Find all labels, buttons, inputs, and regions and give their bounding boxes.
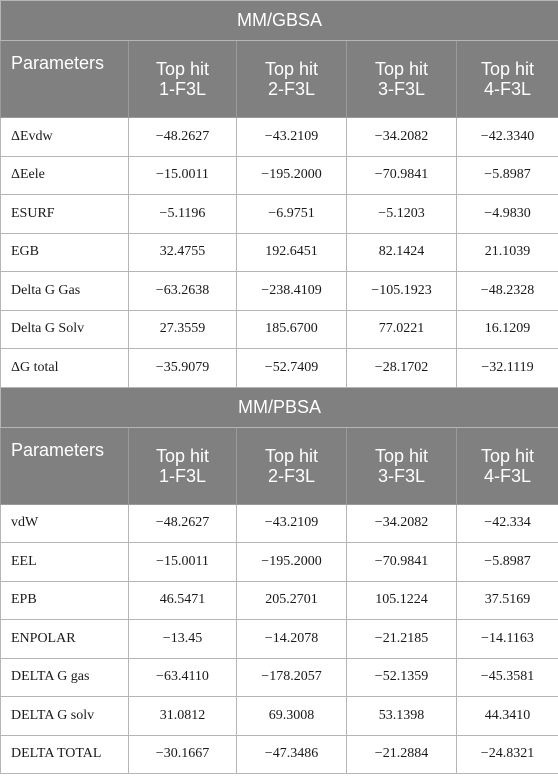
row-parameter: ESURF <box>1 195 129 234</box>
table-row <box>1 272 558 311</box>
table-row <box>1 735 558 774</box>
row-parameter: ΔEvdw <box>1 118 129 157</box>
row-value: −5.8987 <box>457 156 558 195</box>
row-value: −105.1923 <box>347 272 457 311</box>
row-value: 16.1209 <box>457 310 558 349</box>
row-value: 44.3410 <box>457 697 558 736</box>
row-value: −42.334 <box>457 504 558 543</box>
row-parameter: vdW <box>1 504 129 543</box>
header-parameters: Parameters <box>1 427 129 504</box>
row-parameter: EPB <box>1 581 129 620</box>
row-value: −48.2627 <box>129 118 237 157</box>
table-row <box>1 504 558 543</box>
table-row <box>1 118 558 157</box>
row-value: −15.0011 <box>129 156 237 195</box>
row-value: −195.2000 <box>237 543 347 582</box>
header-line-1: Top hit <box>155 59 210 79</box>
row-value: −70.9841 <box>347 156 457 195</box>
row-value: −28.1702 <box>347 349 457 388</box>
row-parameter: ENPOLAR <box>1 620 129 659</box>
row-value: 185.6700 <box>237 310 347 349</box>
row-value: 46.5471 <box>129 581 237 620</box>
row-value: 27.3559 <box>129 310 237 349</box>
row-value: −4.9830 <box>457 195 558 234</box>
header-top-hit <box>129 41 237 118</box>
row-value: −15.0011 <box>129 543 237 582</box>
header-line-2: 4-F3L <box>483 465 532 486</box>
row-value: −52.1359 <box>347 658 457 697</box>
row-parameter: ΔG total <box>1 349 129 388</box>
column-header-row <box>1 41 558 118</box>
header-line-1: Top hit <box>374 59 429 79</box>
header-line-2: 2-F3L <box>267 79 316 99</box>
row-value: 32.4755 <box>129 233 237 272</box>
row-parameter: EEL <box>1 543 129 582</box>
row-value: −42.3340 <box>457 118 558 157</box>
section-title: MM/PBSA <box>1 387 558 427</box>
table-row <box>1 543 558 582</box>
row-value: −21.2185 <box>347 620 457 659</box>
row-value: −48.2328 <box>457 272 558 311</box>
column-header-row <box>1 427 558 504</box>
row-value: −30.1667 <box>129 735 237 774</box>
table-row <box>1 581 558 620</box>
row-parameter: DELTA G solv <box>1 697 129 736</box>
row-value: −47.3486 <box>237 735 347 774</box>
row-value: −21.2884 <box>347 735 457 774</box>
row-value: −178.2057 <box>237 658 347 697</box>
table-row <box>1 233 558 272</box>
header-line-2: 3-F3L <box>377 465 426 486</box>
header-line-1: Top hit <box>480 59 535 79</box>
header-parameters: Parameters <box>1 41 129 118</box>
header-line-1: Top hit <box>155 445 210 466</box>
row-value: −5.1196 <box>129 195 237 234</box>
row-value: −14.1163 <box>457 620 558 659</box>
row-value: −43.2109 <box>237 118 347 157</box>
header-top-hit <box>347 41 457 118</box>
row-value: 82.1424 <box>347 233 457 272</box>
header-top-hit <box>129 427 237 504</box>
row-value: −48.2627 <box>129 504 237 543</box>
row-value: −45.3581 <box>457 658 558 697</box>
header-line-2: 2-F3L <box>267 465 316 486</box>
row-value: −14.2078 <box>237 620 347 659</box>
row-parameter: EGB <box>1 233 129 272</box>
header-top-hit <box>237 427 347 504</box>
row-value: −35.9079 <box>129 349 237 388</box>
header-line-1: Top hit <box>264 59 319 79</box>
row-value: 77.0221 <box>347 310 457 349</box>
row-value: −5.1203 <box>347 195 457 234</box>
table-row <box>1 349 558 388</box>
row-value: −34.2082 <box>347 118 457 157</box>
table-row <box>1 658 558 697</box>
section-title: MM/GBSA <box>1 1 558 41</box>
header-line-2: 1-F3L <box>158 79 207 99</box>
row-value: −32.1119 <box>457 349 558 388</box>
row-parameter: Delta G Solv <box>1 310 129 349</box>
row-parameter: DELTA TOTAL <box>1 735 129 774</box>
row-value: −5.8987 <box>457 543 558 582</box>
row-value: 69.3008 <box>237 697 347 736</box>
row-value: −70.9841 <box>347 543 457 582</box>
header-line-2: 4-F3L <box>483 79 532 99</box>
table-row <box>1 310 558 349</box>
row-value: 31.0812 <box>129 697 237 736</box>
row-value: −43.2109 <box>237 504 347 543</box>
row-value: 53.1398 <box>347 697 457 736</box>
row-value: −52.7409 <box>237 349 347 388</box>
table-row <box>1 697 558 736</box>
row-parameter: DELTA G gas <box>1 658 129 697</box>
header-top-hit <box>347 427 457 504</box>
header-line-1: Top hit <box>480 445 535 466</box>
section-title-row <box>1 1 558 41</box>
row-value: −63.2638 <box>129 272 237 311</box>
table-row <box>1 620 558 659</box>
header-top-hit <box>457 41 558 118</box>
row-value: −63.4110 <box>129 658 237 697</box>
row-parameter: ΔEele <box>1 156 129 195</box>
header-line-2: 1-F3L <box>158 465 207 486</box>
row-value: −6.9751 <box>237 195 347 234</box>
row-parameter: Delta G Gas <box>1 272 129 311</box>
row-value: −34.2082 <box>347 504 457 543</box>
section-title-row <box>1 387 558 427</box>
row-value: −24.8321 <box>457 735 558 774</box>
row-value: 37.5169 <box>457 581 558 620</box>
row-value: 205.2701 <box>237 581 347 620</box>
row-value: −238.4109 <box>237 272 347 311</box>
row-value: 192.6451 <box>237 233 347 272</box>
table-row <box>1 195 558 234</box>
table-row <box>1 156 558 195</box>
row-value: −13.45 <box>129 620 237 659</box>
header-top-hit <box>237 41 347 118</box>
row-value: 105.1224 <box>347 581 457 620</box>
header-line-1: Top hit <box>264 445 319 466</box>
header-line-2: 3-F3L <box>377 79 426 99</box>
row-value: −195.2000 <box>237 156 347 195</box>
table-body <box>1 1 558 774</box>
row-value: 21.1039 <box>457 233 558 272</box>
header-line-1: Top hit <box>374 445 429 466</box>
header-top-hit <box>457 427 558 504</box>
